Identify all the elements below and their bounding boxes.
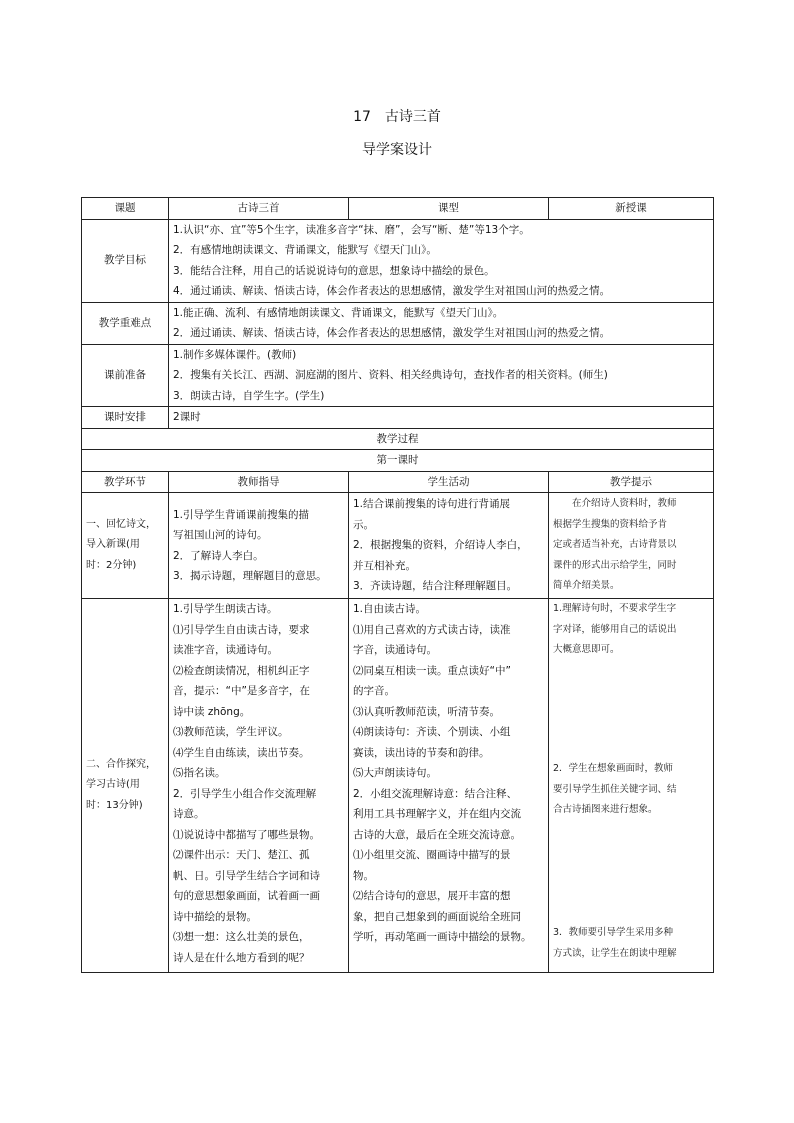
student-line: 物。	[353, 869, 374, 882]
keypoint-item: 2．通过诵读、解读、悟读古诗，体会作者表达的思想感情，激发学生对祖国山河的热爱之情。	[173, 327, 611, 339]
stage-row-1	[82, 493, 714, 599]
teacher-line: 2．引导学生小组合作交流理解	[173, 787, 317, 800]
stage-line: 学习古诗(用	[86, 779, 140, 791]
hint-line: 要引导学生抓住关键字词、结	[553, 783, 677, 795]
student-line: 学听，再动笔画一画诗中描绘的景物。	[353, 931, 532, 943]
teacher-line: 写祖国山河的诗句。	[173, 529, 268, 541]
hint-line: 字对译，能够用自己的话说出	[553, 623, 677, 635]
stage-cell	[82, 493, 169, 599]
teacher-line: 帆、日。引导学生结合字词和诗	[173, 869, 320, 882]
student-line: 3．齐读诗题，结合注释理解题目。	[353, 580, 518, 593]
teacher-line: 句的意思想象画面，试着画一画	[173, 890, 320, 902]
lesson-title: 第一课时	[82, 450, 714, 472]
student-line: 古诗的大意，最后在全班交流诗意。	[353, 828, 521, 841]
stage-line: 时：13分钟)	[86, 799, 143, 811]
hint-block-2	[553, 759, 709, 923]
hint-line: 3．教师要引导学生采用多种	[553, 927, 674, 938]
header-hint: 教学提示	[549, 471, 714, 493]
prep-label: 课前准备	[82, 344, 169, 407]
teacher-line: 1.引导学生朗读古诗。	[173, 603, 278, 615]
prep-row	[82, 344, 714, 407]
topic-value: 古诗三首	[169, 198, 349, 220]
process-title: 教学过程	[82, 428, 714, 450]
prep-cell	[169, 344, 714, 407]
hint-cell	[549, 599, 714, 973]
teacher-line: ⑷学生自由练读，读出节奏。	[173, 746, 310, 759]
prep-item: 1.制作多媒体课件。(教师)	[173, 348, 297, 361]
teacher-line: ⑴引导学生自由读古诗，要求	[173, 623, 310, 636]
teacher-line: ⑶教师范读，学生评议。	[173, 726, 289, 738]
student-line: 字音，读通诗句。	[353, 644, 437, 656]
hint-block-3	[553, 923, 709, 964]
teacher-line: ⑵检查朗读情况，相机纠正字	[173, 664, 310, 677]
student-line: 1.自由读古诗。	[353, 603, 427, 615]
goal-item: 4．通过诵读、解读、悟读古诗，体会作者表达的思想感情，激发学生对祖国山河的热爱之情。	[173, 285, 611, 297]
hint-line: 大概意思即可。	[553, 644, 620, 655]
teacher-cell	[169, 599, 349, 973]
teacher-line: ⑸指名读。	[173, 767, 226, 779]
stage-line: 一、回忆诗文，	[86, 518, 156, 530]
teacher-cell	[169, 493, 349, 599]
student-line: 1.结合课前搜集的诗句进行背诵展	[353, 498, 511, 511]
student-line: 示。	[353, 518, 374, 531]
header-stage: 教学环节	[82, 471, 169, 493]
student-line: ⑵结合诗句的意思，展开丰富的想	[353, 890, 511, 902]
lesson-plan-table	[81, 197, 714, 973]
student-line: ⑵同桌互相读一读。重点读好“中”	[353, 664, 511, 677]
student-line: ⑴用自己喜欢的方式读古诗，读准	[353, 623, 511, 636]
teacher-line: 诗中读 zhōng。	[173, 705, 251, 718]
keypoints-label: 教学重难点	[82, 302, 169, 344]
goals-cell	[169, 219, 714, 302]
teacher-line: 诗中描绘的景物。	[173, 910, 257, 923]
goals-row	[82, 219, 714, 302]
page-subtitle: 导学案设计	[362, 142, 432, 158]
teacher-line: 1.引导学生背诵课前搜集的描	[173, 508, 310, 521]
header-student: 学生活动	[349, 471, 549, 493]
stage-line: 导入新课(用	[86, 539, 140, 551]
goal-item: 2．有感情地朗读课文、背诵课文，能默写《望天门山》。	[173, 244, 437, 256]
teacher-line: 2．了解诗人李白。	[173, 549, 264, 562]
process-title-row	[82, 428, 714, 450]
hint-block-1	[553, 599, 709, 759]
teacher-line: ⑴说说诗中都描写了哪些景物。	[173, 828, 320, 841]
student-line: 并互相补充。	[353, 559, 416, 572]
teacher-line: 诗意。	[173, 808, 205, 820]
goal-item: 1.认识“亦、宜”等5个生字，读准多音字“抹、磨”，会写“断、楚”等13个字。	[173, 223, 530, 236]
prep-item: 3．朗读古诗，自学生字。(学生)	[173, 389, 325, 402]
teacher-line: 诗人是在什么地方看到的呢？	[173, 951, 310, 964]
stage-line: 时：2分钟)	[86, 559, 137, 571]
teacher-line: 3．揭示诗题，理解题目的意思。	[173, 570, 327, 582]
stage-row-2	[82, 599, 714, 973]
student-line: 利用工具书理解字义，并在组内交流	[353, 808, 521, 820]
student-line: 2．根据搜集的资料，介绍诗人李白，	[353, 539, 528, 552]
hint-line: 在介绍诗人资料时，教师	[553, 498, 677, 510]
header-teacher: 教师指导	[169, 471, 349, 493]
hint-line: 根据学生搜集的资料给予肯	[553, 518, 668, 530]
type-label: 课型	[349, 198, 549, 220]
hint-line: 定或者适当补充，古诗背景以	[553, 539, 677, 551]
stage-cell	[82, 599, 169, 973]
keypoints-row	[82, 302, 714, 344]
hours-row	[82, 407, 714, 429]
teacher-line: ⑵课件出示：天门、楚江、孤	[173, 849, 310, 861]
page-title: 17 古诗三首	[353, 109, 441, 125]
student-cell	[349, 493, 549, 599]
hours-value: 2课时	[169, 407, 714, 429]
hours-label: 课时安排	[82, 407, 169, 429]
goals-label: 教学目标	[82, 219, 169, 302]
hint-cell	[549, 493, 714, 599]
hint-line: 合古诗插图来进行想象。	[553, 804, 658, 815]
prep-item: 2．搜集有关长江、西湖、洞庭湖的图片、资料、相关经典诗句，查找作者的相关资料。(师生)	[173, 369, 608, 381]
student-line: 的字音。	[353, 685, 395, 697]
lesson-row	[82, 450, 714, 472]
student-line: 赛读，读出诗的节奏和韵律。	[353, 746, 490, 759]
hint-line: 1.理解诗句时，不要求学生字	[553, 603, 677, 614]
student-cell	[349, 599, 549, 973]
student-line: ⑶认真听教师范读，听清节奏。	[353, 705, 500, 718]
student-line: 2．小组交流理解诗意：结合注释、	[353, 787, 518, 800]
hint-line: 方式读，让学生在朗读中理解	[553, 947, 677, 959]
type-value: 新授课	[549, 198, 714, 220]
student-line: ⑷朗读诗句：齐读、个别读、小组	[353, 726, 511, 738]
topic-label: 课题	[82, 198, 169, 220]
student-line: ⑸大声朗读诗句。	[353, 767, 437, 779]
keypoint-item: 1.能正确、流利、有感情地朗读课文、背诵课文，能默写《望天门山》。	[173, 306, 504, 319]
teacher-line: ⑶想一想：这么壮美的景色，	[173, 931, 310, 943]
student-line: 象，把自己想象到的画面说给全班同	[353, 910, 521, 923]
goal-item: 3．能结合注释，用自己的话说说诗句的意思，想象诗中描绘的景色。	[173, 264, 495, 277]
stage-line: 二、合作探究，	[86, 758, 156, 770]
keypoints-cell	[169, 302, 714, 344]
hint-line: 简单介绍美景。	[553, 580, 620, 592]
process-header-row	[82, 471, 714, 493]
hint-line: 2．学生在想象画面时，教师	[553, 763, 674, 774]
hint-line: 课件的形式出示给学生，同时	[553, 559, 677, 571]
topic-row	[82, 198, 714, 220]
student-line: ⑴小组里交流、圈画诗中描写的景	[353, 849, 511, 861]
teacher-line: 读准字音，读通诗句。	[173, 644, 278, 656]
teacher-line: 音，提示：“中”是多音字，在	[173, 685, 310, 697]
